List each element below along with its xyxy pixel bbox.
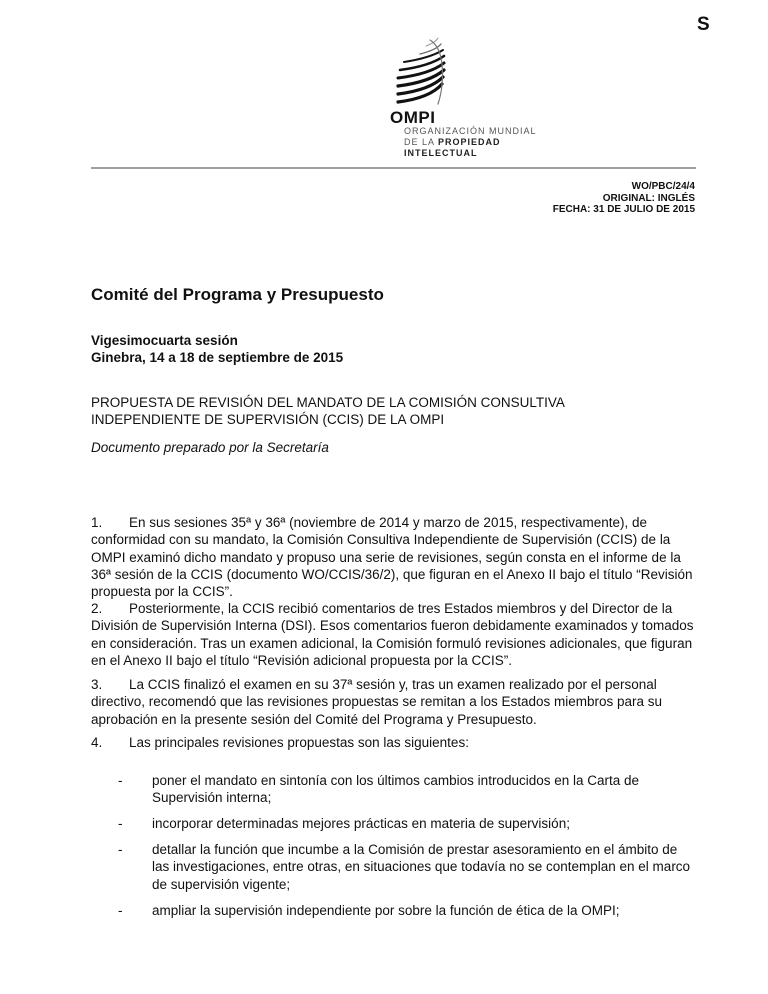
session-info [91, 332, 343, 366]
committee-name: Comité del Programa y Presupuesto [91, 285, 384, 304]
logo-subtitle-line-3: INTELECTUAL [404, 148, 478, 158]
paragraph-3 [91, 676, 699, 728]
bullet-text: detallar la función que incumbe a la Comisión de prestar asesoramiento en el ámbito de las investigaciones, entre otras, en situaciones que todavía no se contemplan en el marco de supervisión vigente; [152, 842, 691, 892]
paragraph-4 [91, 734, 699, 751]
paragraph-number: 3. [91, 677, 103, 692]
wipo-globe-lines-icon [390, 34, 470, 109]
paragraph-text: La CCIS finalizó el examen en su 37ª sesión y, tras un examen realizado por el personal directivo, recomendó que las revisiones propuestas se remitan a los Estados miembros para su aprobación en la presente sesión del Comité del Programa y Presupuesto. [91, 677, 663, 727]
logo-subtitle-line-1: ORGANIZACIÓN MUNDIAL [404, 126, 537, 136]
bullet-item-4 [118, 902, 698, 919]
bullet-item-3 [118, 841, 698, 893]
document-code: WO/PBC/24/4 [631, 181, 695, 192]
bullet-item-2 [118, 815, 698, 832]
paragraph-text: Las principales revisiones propuestas son las siguientes: [129, 735, 469, 750]
document-date: FECHA: 31 DE JULIO DE 2015 [552, 204, 695, 215]
header-divider [91, 167, 696, 169]
paragraph-text: Posteriormente, la CCIS recibió comentarios de tres Estados miembros y del Director de la División de Supervisión Interna (DSI). Esos comentarios fueron debidamente examinados y tomados en consideración. Tras un examen adicional, la Comisión formuló revisiones adicionales, que figuran en el Anexo II bajo el título “Revisión adicional propuesta por la CCIS”. [91, 601, 694, 668]
bullet-dash: - [118, 773, 123, 788]
session-name: Vigesimocuarta sesión [91, 333, 238, 348]
bullet-dash: - [118, 816, 123, 831]
bullet-text: incorporar determinadas mejores prácticas en materia de supervisión; [152, 816, 570, 831]
paragraph-1 [91, 514, 699, 600]
session-place-dates: Ginebra, 14 a 18 de septiembre de 2015 [91, 350, 344, 365]
bullet-text: poner el mandato en sintonía con los últimos cambios introducidos en la Carta de Supervisión interna; [152, 773, 640, 806]
title-line-1: PROPUESTA DE REVISIÓN DEL MANDATO DE LA COMISIÓN CONSULTIVA [91, 395, 565, 410]
document-meta [553, 181, 695, 216]
paragraph-number: 1. [91, 515, 103, 530]
paragraph-text: En sus sesiones 35ª y 36ª (noviembre de 2014 y marzo de 2015, respectivamente), de conformidad con su mandato, la Comisión Consultiva Independiente de Supervisión (CCIS) de la OMPI examinó dicho mandato y propuso una serie de revisiones, según consta en el informe de la 36ª sesión de la CCIS (documento WO/CCIS/36/2), que figuran en el Anexo II bajo el título “Revisión propuesta por la CCIS”. [91, 515, 693, 600]
original-language: ORIGINAL: INGLÉS [602, 192, 695, 204]
logo-subtitle-line-2: DE LA PROPIEDAD [404, 137, 501, 147]
document-title [91, 394, 691, 428]
paragraph-number: 2. [91, 601, 103, 616]
bullet-text: ampliar la supervisión independiente por sobre la función de ética de la OMPI; [152, 903, 620, 918]
paragraph-number: 4. [91, 735, 103, 750]
bullet-item-1 [118, 772, 698, 807]
bullet-dash: - [118, 903, 123, 918]
language-code: S [697, 14, 710, 35]
logo-subtitle-bold: PROPIEDAD [438, 137, 501, 147]
title-line-2: INDEPENDIENTE DE SUPERVISIÓN (CCIS) DE LA OMPI [91, 412, 445, 427]
prepared-by: Documento preparado por la Secretaría [91, 440, 329, 455]
ompi-logo [390, 34, 560, 158]
logo-name: OMPI [390, 108, 436, 127]
bullet-dash: - [118, 842, 123, 857]
paragraph-2 [91, 600, 699, 669]
